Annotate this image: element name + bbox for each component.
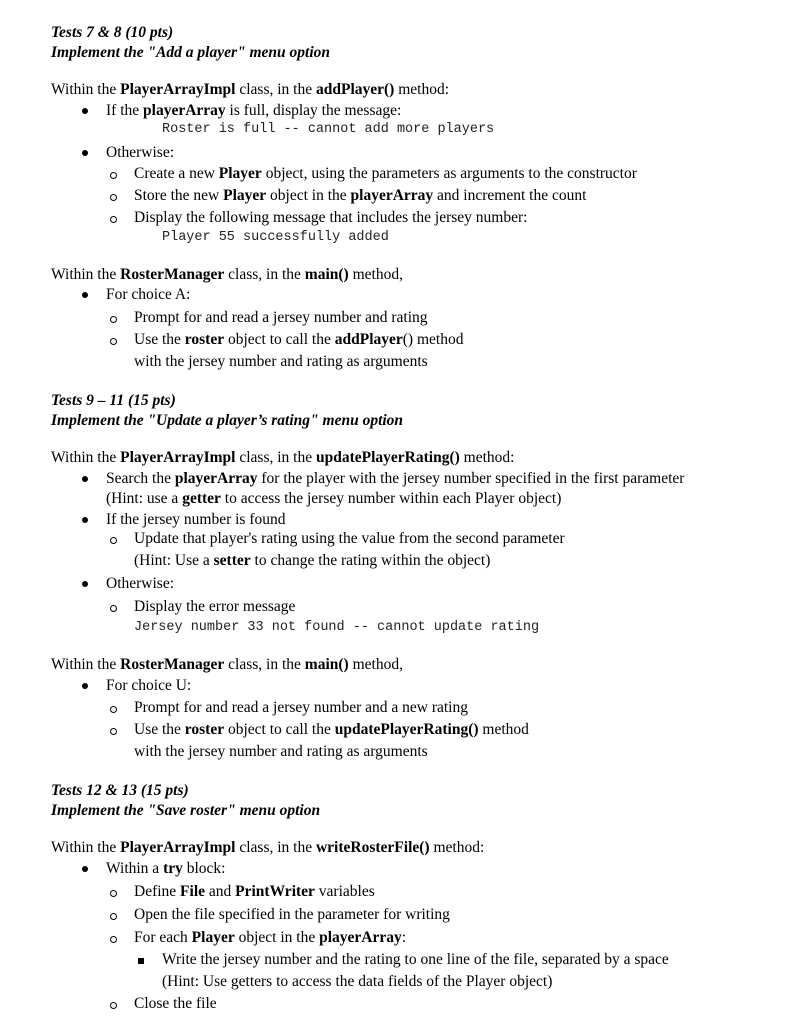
- section-3-heading: Tests 12 & 13 (15 pts): [51, 782, 189, 799]
- section-2-impl-bullet-2-sub-1: Update that player's rating using the value from the second parameter: [134, 530, 565, 547]
- section-3-impl-sub-3: For each Player object in the playerArray:: [134, 929, 407, 946]
- section-1-impl-bullet-2: Otherwise:: [106, 144, 175, 161]
- section-3-subheading: Implement the "Save roster" menu option: [51, 802, 321, 819]
- section-1-code-player-added: Player 55 successfully added: [162, 230, 389, 245]
- section-1-main-sub-1: Prompt for and read a jersey number and rating: [134, 309, 428, 326]
- section-3-impl-intro: Within the PlayerArrayImpl class, in the writeRosterFile() method:: [51, 839, 485, 856]
- section-3-impl-bullet-1: Within a try block:: [106, 860, 226, 877]
- bullet-icon: [82, 683, 88, 689]
- bullet-icon: [82, 108, 88, 114]
- sub-bullet-icon: [110, 216, 117, 223]
- section-2-main-intro: Within the RosterManager class, in the main() method,: [51, 656, 403, 673]
- section-1-heading: Tests 7 & 8 (10 pts): [51, 24, 174, 41]
- sub-bullet-icon: [110, 728, 117, 735]
- section-1-main-sub-2: Use the roster object to call the addPlayer() method: [134, 331, 464, 348]
- sub-bullet-icon: [110, 537, 117, 544]
- section-2-main-sub-1: Prompt for and read a jersey number and a new rating: [134, 699, 468, 716]
- section-1-impl-intro: Within the PlayerArrayImpl class, in the addPlayer() method:: [51, 81, 450, 98]
- sub-bullet-icon: [110, 1002, 117, 1009]
- section-3-impl-sub-3-item-1: Write the jersey number and the rating to one line of the file, separated by a space: [162, 951, 669, 968]
- bullet-icon: [82, 581, 88, 587]
- section-2-impl-bullet-2-sub-1-hint: (Hint: Use a setter to change the rating within the object): [134, 552, 491, 569]
- section-1-code-roster-full: Roster is full -- cannot add more players: [162, 122, 495, 137]
- section-2-impl-bullet-3: Otherwise:: [106, 575, 175, 592]
- section-3-impl-sub-2: Open the file specified in the parameter for writing: [134, 906, 450, 923]
- section-2-impl-intro: Within the PlayerArrayImpl class, in the updatePlayerRating() method:: [51, 449, 515, 466]
- section-3-impl-sub-1: Define File and PrintWriter variables: [134, 883, 375, 900]
- section-2-impl-bullet-1-hint: (Hint: use a getter to access the jersey number within each Player object): [106, 490, 562, 507]
- section-1-subheading: Implement the "Add a player" menu option: [51, 44, 330, 61]
- bullet-icon: [82, 292, 88, 298]
- sub-bullet-icon: [110, 194, 117, 201]
- section-2-main-sub-2: Use the roster object to call the updatePlayerRating() method: [134, 721, 529, 738]
- section-1-impl-sub-3: Display the following message that includes the jersey number:: [134, 209, 528, 226]
- section-1-impl-bullet-1: If the playerArray is full, display the message:: [106, 102, 402, 119]
- sub-bullet-icon: [110, 172, 117, 179]
- sub-bullet-icon: [110, 706, 117, 713]
- section-1-impl-sub-2: Store the new Player object in the playerArray and increment the count: [134, 187, 587, 204]
- section-2-impl-bullet-1: Search the playerArray for the player with the jersey number specified in the first parameter: [106, 470, 685, 487]
- square-bullet-icon: [138, 958, 144, 964]
- bullet-icon: [82, 476, 88, 482]
- sub-bullet-icon: [110, 338, 117, 345]
- section-2-heading: Tests 9 – 11 (15 pts): [51, 392, 176, 409]
- section-2-code-not-found: Jersey number 33 not found -- cannot update rating: [134, 620, 540, 635]
- sub-bullet-icon: [110, 890, 117, 897]
- section-3-impl-sub-3-item-1-hint: (Hint: Use getters to access the data fields of the Player object): [162, 973, 553, 990]
- section-2-main-bullet-1: For choice U:: [106, 677, 192, 694]
- bullet-icon: [82, 517, 88, 523]
- sub-bullet-icon: [110, 316, 117, 323]
- section-1-main-bullet-1: For choice A:: [106, 286, 191, 303]
- sub-bullet-icon: [110, 605, 117, 612]
- section-2-impl-bullet-3-sub-1: Display the error message: [134, 598, 296, 615]
- section-2-subheading: Implement the "Update a player’s rating" menu option: [51, 412, 404, 429]
- section-1-impl-sub-1: Create a new Player object, using the parameters as arguments to the constructor: [134, 165, 637, 182]
- sub-bullet-icon: [110, 913, 117, 920]
- section-2-main-sub-2-cont: with the jersey number and rating as arguments: [134, 743, 428, 760]
- section-1-main-sub-2-cont: with the jersey number and rating as arguments: [134, 353, 428, 370]
- sub-bullet-icon: [110, 936, 117, 943]
- section-2-impl-bullet-2: If the jersey number is found: [106, 511, 286, 528]
- section-3-impl-sub-4: Close the file: [134, 995, 217, 1012]
- bullet-icon: [82, 866, 88, 872]
- section-1-main-intro: Within the RosterManager class, in the main() method,: [51, 266, 403, 283]
- bullet-icon: [82, 150, 88, 156]
